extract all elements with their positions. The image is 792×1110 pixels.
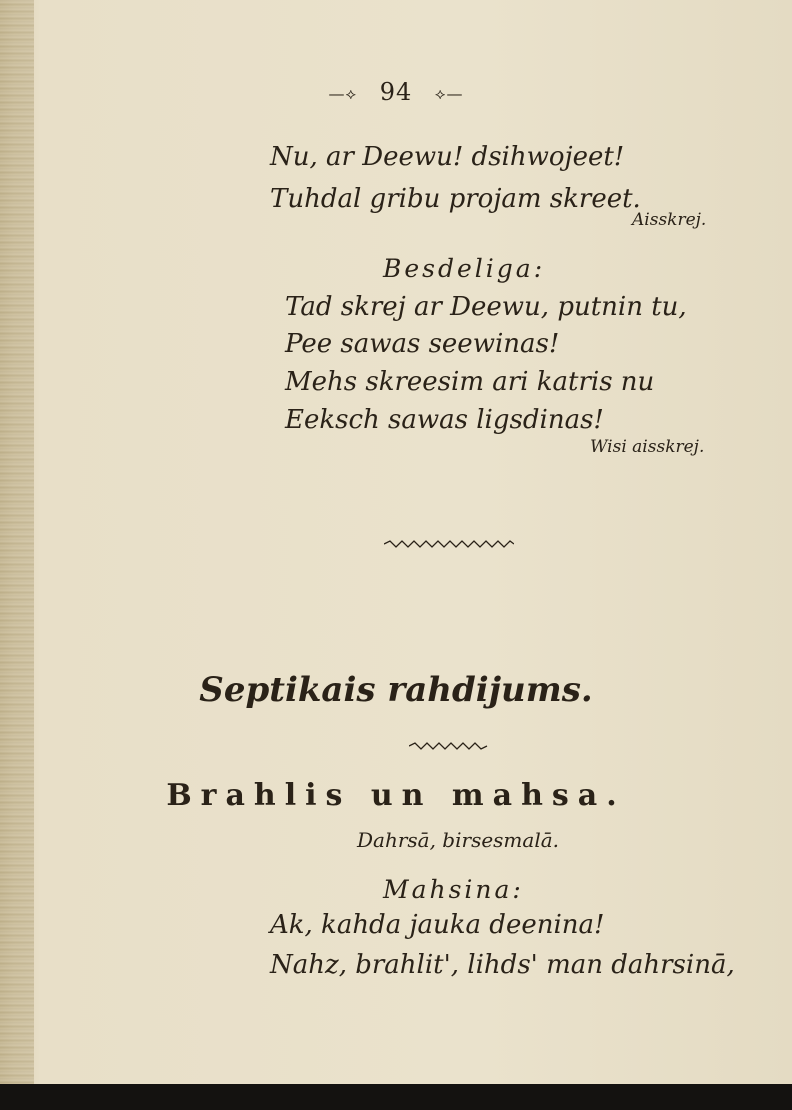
verse-line: Nahz, brahlit', lihds' man dahrsinā, [270,950,735,980]
piece-title: Brahlis un mahsa. [166,778,626,813]
verse-line: Mehs skreesim ari katris nu [285,367,655,397]
verse-line: Nu, ar Deewu! dsihwojeet! [270,142,625,172]
page-header [0,78,792,106]
page-number: 94 [379,78,413,106]
verse-line: Tad skrej ar Deewu, putnin tu, [285,292,687,322]
wave-divider [384,538,514,550]
stage-direction: Aisskrej. [632,210,707,230]
header-left-ornament: —⟡ [328,83,358,103]
wave-divider [409,740,489,752]
speaker-name: Besdeliga: [383,254,546,283]
scene-setting: Dahrsā, birsesmalā. [357,828,559,852]
verse-line: Pee sawas seewinas! [285,329,560,359]
verse-line: Ak, kahda jauka deenina! [270,910,605,940]
binding-edge [0,0,34,1110]
section-title: Septikais rahdijums. [199,670,593,710]
verse-line: Eeksch sawas ligsdinas! [285,405,604,435]
stage-direction: Wisi aisskrej. [590,437,705,457]
page-bottom-edge [0,1084,792,1110]
verse-line: Tuhdal gribu projam skreet. [270,184,641,214]
header-right-ornament: ⟡— [434,83,464,103]
speaker-name: Mahsina: [383,875,524,904]
